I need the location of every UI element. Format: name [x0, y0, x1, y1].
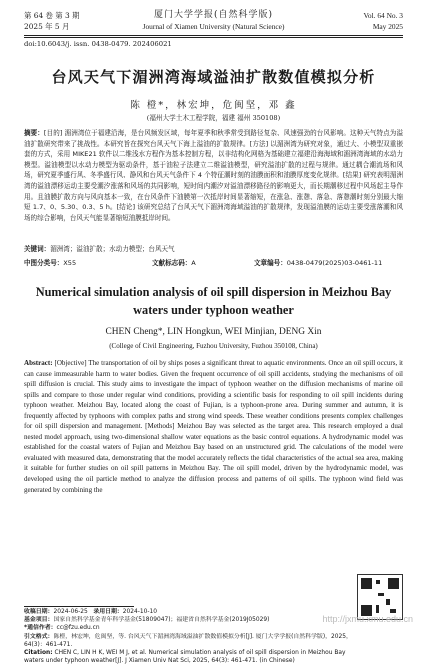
citation-text: CHEN C, LIN H K, WEI M J, et al. Numerical simulation analysis of oil spill dispersion in Meizhou Bay waters under typhoon weather[J]. J Xiamen Univ Nat Sci, 2025, 64(3): 461-471. (in Chinese) [24, 650, 346, 665]
clc-value: X55 [63, 259, 77, 267]
received-date: 2024-06-25 [53, 609, 88, 615]
cite-label: 引文格式： [24, 633, 54, 640]
classification-line [24, 257, 403, 267]
doc-code [152, 257, 196, 267]
abstract-text-cn: [目的] 湄洲湾位于福建沿海，是台风频发区域，每年夏季和秋季常受到路径复杂、风速强劲的台风影响。这种天气特点为溢油扩散研究带来了挑战性。本研究旨在探究台风天气下海上溢油的扩散规律。[方法] 以湄洲湾为研究对象，通过大、小模型双重嵌套的方式，采用 MIKE21 软件以二维浅水方程作为基本控制方程，以非结构化网格为基础建立福建沿海海域和湄洲湾海域的水动力模型。溢油模型以水动力模型为驱动条件，基于油粒子法建立二维溢油模型，研究溢油扩散的过程与规律。通过耦合潮流场和风场，研究夏季盛行风、冬季盛行风、静风和台风天气条件下 4 个特征潮时刻的油膜面积和油膜厚度变化规律。[结果] 研究表明湄洲湾的溢油漂移运动主要受潮汐涨落和风场的共同影响，短时间内潮汐对溢油漂移路径的影响更大，而长期潮移过程中风场起主导作用。且油膜扩散方向与风向基本一致，在台风条件下油膜第一次抵岸时间显著缩短，在涨急、涨憩、落急、落憩潮时刻分别最大缩短 1.7、0、5.30、0.3、5 h。[结论] 该研究总结了台风天气下湄洲湾海域溢油的扩散规律，发现溢油膜的运动主要受涨落潮和风场的综合影响，台风天气能显著缩短油膜抵岸时间。 [24, 129, 403, 222]
email-line [24, 624, 357, 632]
cite-line [24, 633, 357, 649]
header-rule-thin [24, 37, 403, 38]
header-rule [24, 35, 403, 36]
abstract-text-en: [Objective] The transportation of oil by ships poses a significant threat to aquatic environments. Once an oil spill occurs, it can cause immeasurable harm to water bodies. Given the frequent occurrence of oil spill accidents, studying the mechanisms of oil spill diffusion is crucial. This study aims to investigate the impact of typhoon weather on the diffusion mechanisms of marine oil spills and compare to those under regular wind conditions, providing a scientific basis for responding to oil spill incidents during typhoon weather. Meizhou Bay, located along the coast of Fujian, is a typhoon-prone area. During summer and autumn, it is frequently affected by typhoons with complex paths and strong wind speeds. These weather conditions presents complex challenges for oil spill dispersion and management. [Methods] Meizhou Bay was selected as the target area. This research employed a dual nested model approach, using two-dimensional shallow water equations as the basic control equations. A hydrodynamic model was established for the coastal waters of Fujian and Meizhou Bay based on an unstructured grid. The calculations of the model were evaluated with measured data, demonstrating that the model accurately reflects the tidal characteristics of the actual sea area, making it suitable for further studies on oil spill patterns in Meizhou Bay. The oil spill model, driven by the hydrodynamic model, was developed using the oil particle method to analyze the diffusion process and patterns of oil spills. The typhoon wind field was generated by combining the [24, 359, 404, 494]
citation-line [24, 649, 357, 665]
doc-code-value: A [191, 259, 196, 267]
journal-name-en: Journal of Xiamen University (Natural Science) [142, 22, 285, 31]
authors-cn: 陈 橙*，林宏坤，危闽坚，邓 鑫 [130, 100, 297, 111]
abstract-label-en: Abstract: [24, 359, 53, 367]
footnotes [24, 608, 357, 665]
article-number-label: 文章编号： [254, 259, 287, 267]
footnote-rule [24, 606, 134, 607]
doc-code-label: 文献标志码： [152, 259, 192, 267]
article-number-value: 0438-0479(2025)03-0461-11 [286, 259, 383, 267]
fund-label: 基金项目： [24, 617, 54, 624]
journal-name [24, 10, 403, 32]
email-address[interactable]: cc@fzu.edu.cn [56, 625, 100, 632]
abstract-label-cn: 摘要： [24, 129, 44, 137]
cite-text: 陈橙，林宏坤，危闽坚，等. 台风天气下湄洲湾海域溢油扩散数值模拟分析[J]. 厦门大学学报(自然科学版)，2025，64(3)：461-471. [24, 633, 352, 648]
keywords-label-cn: 关键词： [24, 245, 51, 253]
doi[interactable]: doi:10.6043/j. issn. 0438-0479. 202406021 [24, 40, 172, 48]
dates-line [24, 608, 357, 616]
article-number [254, 257, 382, 267]
watermark-url: http://jxmu.xmu.edu.cn [322, 614, 413, 624]
running-header [24, 10, 403, 44]
journal-name-cn: 厦门大学学报(自然科学版) [153, 10, 274, 20]
citation-label: Citation: [24, 650, 53, 657]
abstract-en [24, 358, 403, 495]
volume-issue: 第 64 卷 第 3 期 2025 年 5 月 [24, 11, 80, 31]
affiliation-en: (College of Civil Engineering, Fuzhou University, Fuzhou 350108, China) [109, 342, 318, 350]
authors-en: CHEN Cheng*, LIN Hongkun, WEI Minjian, DENG Xin [105, 327, 322, 337]
abstract-cn [24, 128, 403, 223]
clc-label: 中图分类号： [24, 259, 64, 267]
accepted-date: 2024-10-10 [122, 609, 157, 615]
keywords-text-cn: 湄洲湾；溢油扩散；水动力模型；台风天气 [50, 245, 175, 253]
received-label: 收稿日期： [24, 609, 54, 615]
clc [24, 257, 76, 267]
paper-title-en: Numerical simulation analysis of oil spill dispersion in Meizhou Bay waters under typhoon weather [35, 285, 392, 317]
fund-line [24, 616, 357, 624]
affiliation-cn: (福州大学土木工程学院，福建 福州 350108) [146, 114, 281, 122]
keywords-cn [24, 244, 403, 254]
volume-issue-en: Vol. 64 No. 3 May 2025 [363, 11, 403, 31]
paper-title-cn: 台风天气下湄洲湾海域溢油扩散数值模拟分析 [51, 68, 376, 86]
accepted-label: 录用日期： [93, 609, 123, 615]
fund-text: 国家自然科学基金青年科学基金(51809047)；福建省自然科学基金(2019J05029) [53, 617, 270, 624]
email-label: *通信作者： [24, 625, 57, 632]
